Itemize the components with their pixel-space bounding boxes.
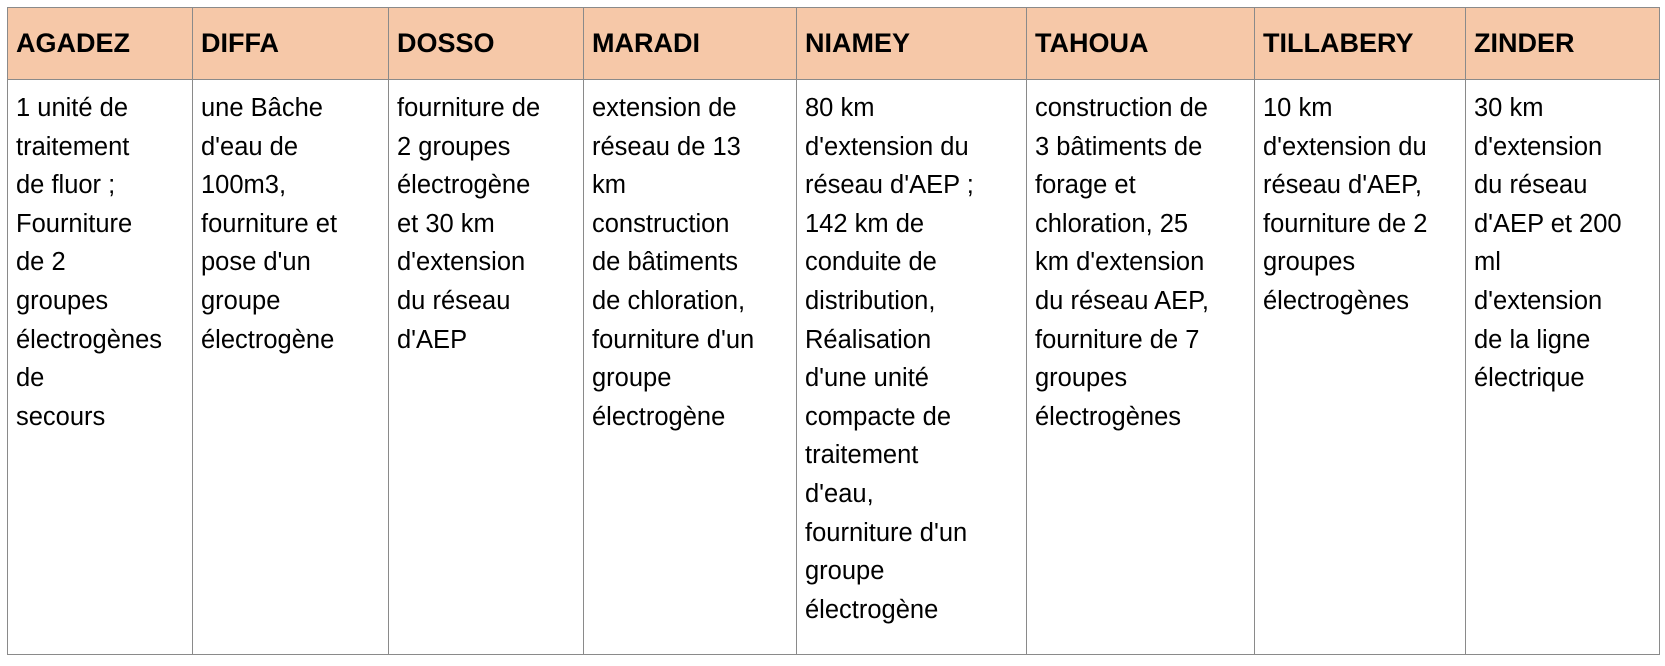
header-cell-tahoua: TAHOUA — [1027, 8, 1255, 80]
cell-niamey: 80 km d'extension du réseau d'AEP ; 142 km de conduite de distribution, Réalisation d'une unité compacte de traitement d'eau, fourniture d'un groupe électrogène — [797, 80, 1027, 655]
table-body — [8, 80, 1660, 655]
cell-tahoua: construction de 3 bâtiments de forage et chloration, 25 km d'extension du réseau AEP, fourniture de 7 groupes électrogènes — [1027, 80, 1255, 655]
header-cell-maradi: MARADI — [584, 8, 797, 80]
cell-zinder: 30 km d'extension du réseau d'AEP et 200 ml d'extension de la ligne électrique — [1466, 80, 1660, 655]
header-cell-tillabery: TILLABERY — [1255, 8, 1466, 80]
cell-maradi: extension de réseau de 13 km construction de bâtiments de chloration, fourniture d'un groupe électrogène — [584, 80, 797, 655]
cell-tillabery: 10 km d'extension du réseau d'AEP, fourniture de 2 groupes électrogènes — [1255, 80, 1466, 655]
header-cell-agadez: AGADEZ — [8, 8, 193, 80]
regions-table — [7, 7, 1660, 655]
header-cell-diffa: DIFFA — [193, 8, 389, 80]
cell-agadez: 1 unité de traitement de fluor ; Fourniture de 2 groupes électrogènes de secours — [8, 80, 193, 655]
table-header — [8, 8, 1660, 80]
header-cell-niamey: NIAMEY — [797, 8, 1027, 80]
cell-dosso: fourniture de 2 groupes électrogène et 30 km d'extension du réseau d'AEP — [389, 80, 584, 655]
header-cell-zinder: ZINDER — [1466, 8, 1660, 80]
header-cell-dosso: DOSSO — [389, 8, 584, 80]
table-row — [8, 80, 1660, 655]
header-row — [8, 8, 1660, 80]
cell-diffa: une Bâche d'eau de 100m3, fourniture et pose d'un groupe électrogène — [193, 80, 389, 655]
